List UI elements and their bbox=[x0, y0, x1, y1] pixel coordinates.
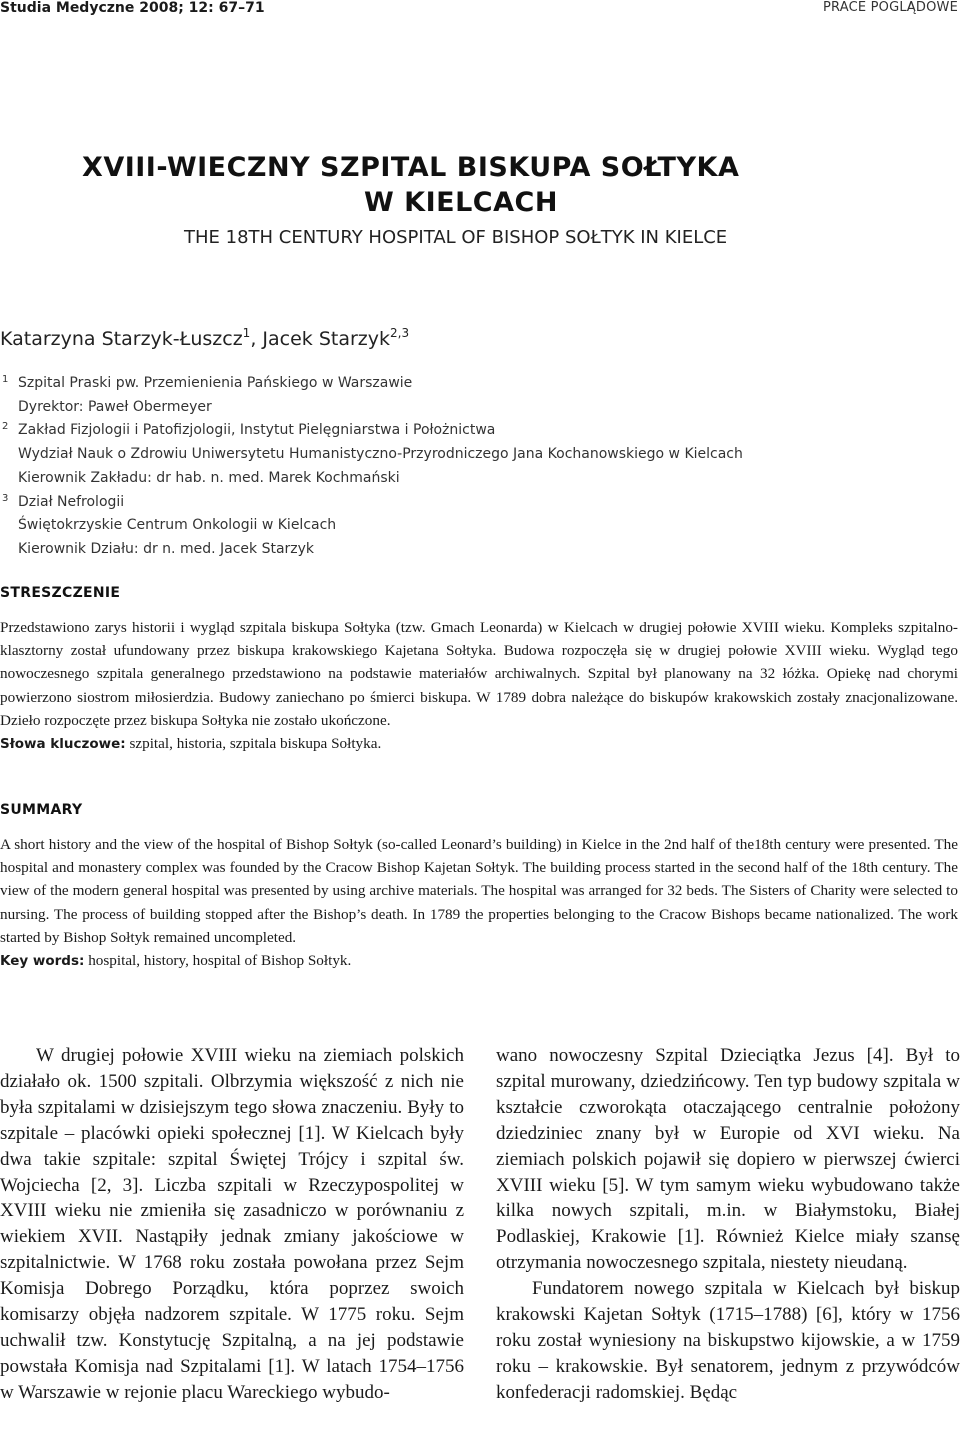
body-column-right bbox=[496, 1043, 960, 1406]
affiliation-number: 2 bbox=[2, 421, 9, 433]
title-line-2: W KIELCACH bbox=[364, 187, 558, 218]
article-category: PRACE POGLĄDOWE bbox=[822, 0, 958, 15]
affiliation-text: Dyrektor: Paweł Obermeyer bbox=[18, 398, 212, 415]
affiliations bbox=[0, 372, 743, 562]
authors-line bbox=[0, 326, 409, 350]
affiliation-number: 3 bbox=[2, 492, 9, 504]
body-paragraph: wano nowoczesny Szpital Dzieciątka Jezus [4]. Był to szpital murowany, dziedzińcowy. Ten typ budowy szpitala w kształcie czworokąta otaczającego centralnie położony dziedziniec znany był w Europie od XVI wieku. Na ziemiach polskich pojawił się dopiero w pierwszej ćwierci XVIII wieku [5]. W tym samym wieku wybudowano także kilka nowych szpitali, m.in. w Białymstoku, Białej Podlaskiej, Krakowie [1]. Również Kielce miały szansę otrzymania nowoczesnego szpitala, niestety nieudaną. bbox=[496, 1045, 960, 1274]
affiliation-line bbox=[0, 491, 743, 515]
affiliation-text: Wydział Nauk o Zdrowiu Uniwersytetu Humanistyczno-Przyrodniczego Jana Kochanowskiego w Kielcach bbox=[18, 446, 743, 463]
keywords-label: Key words: bbox=[0, 953, 85, 970]
author-2-affil: 2,3 bbox=[390, 326, 410, 340]
body-paragraph: Fundatorem nowego szpitala w Kielcach był biskup krakowski Kajetan Sołtyk (1715–1788) [6], który w 1756 roku został wyniesiony na biskupstwo kijowskie, a w 1759 roku – krakowskie. Był senatorem, jednym z przywódców konfederacji radomskiej. Będąc bbox=[496, 1278, 960, 1403]
english-title: THE 18TH CENTURY HOSPITAL OF BISHOP SOŁTYK IN KIELCE bbox=[184, 227, 728, 248]
keywords-label: Słowa kluczowe: bbox=[0, 736, 126, 753]
keywords-text: hospital, history, hospital of Bishop Sołtyk. bbox=[84, 952, 352, 970]
body-column-left bbox=[0, 1043, 464, 1406]
affiliation-text: Dział Nefrologii bbox=[18, 493, 125, 510]
affiliation-line bbox=[0, 538, 743, 562]
affiliation-line bbox=[0, 372, 743, 396]
affiliation-text: Szpital Praski pw. Przemienienia Pańskiego w Warszawie bbox=[18, 375, 413, 391]
author-separator: , bbox=[250, 328, 263, 350]
title-line-1: XVIII-WIECZNY SZPITAL BISKUPA SOŁTYKA bbox=[82, 152, 740, 183]
affiliation-line bbox=[0, 419, 743, 443]
author-1: Katarzyna Starzyk-Łuszcz bbox=[0, 328, 243, 350]
affiliation-text: Kierownik Działu: dr n. med. Jacek Starzyk bbox=[18, 540, 315, 557]
affiliation-line bbox=[0, 514, 743, 538]
keywords-text: szpital, historia, szpitala biskupa Sołtyka. bbox=[125, 735, 382, 753]
author-2: Jacek Starzyk bbox=[262, 328, 391, 350]
streszczenie-keywords bbox=[0, 732, 958, 756]
summary-abstract bbox=[0, 833, 958, 973]
summary-body: A short history and the view of the hospital of Bishop Sołtyk (so-called Leonard’s building) in Kielce in the 2nd half of the18th century were presented. The hospital and monastery complex was founded by the Cracow Bishop Kajetan Sołtyk. The building process started in the second half of the 18th century. The view of the modern general hospital was presented by using archive materials. The hospital was arranged for 32 beds. The Sisters of Charity were selected to nursing. The process of building stopped after the Bishop’s death. In 1789 the properties belonging to the Cracow Bishops became nationalized. The work started by Bishop Sołtyk remained uncompleted. bbox=[0, 836, 958, 946]
body-paragraph: W drugiej połowie XVIII wieku na ziemiach polskich działało ok. 1500 szpitali. Olbrzymia większość z nich nie była szpitalami w dzisiejszym tego słowa znaczeniu. Były to szpitale – placówki opieki społecznej [1]. W Kielcach były dwa takie szpitale: szpital Świętej Trójcy i szpital św. Wojciecha [2, 3]. Liczba szpitali w Rzeczypospolitej w XVIII wieku nie zmieniła się zasadniczo w porównaniu z wiekiem XVII. Nastąpiły jednak zmiany jakościowe w szpitalnictwie. W 1768 roku została powołana przez Sejm Komisja Dobrego Porządku, która poprzez swoich komisarzy objęła nadzorem szpitale. W 1775 roku. Sejm uchwalił tzw. Konstytucję Szpitalną, a na jej podstawie powstała Komisja nad Szpitalami [1]. W latach 1754–1756 w Warszawie w rejonie placu Wareckiego wybudo- bbox=[0, 1045, 464, 1403]
affiliation-text: Kierownik Zakładu: dr hab. n. med. Marek Kochmański bbox=[18, 469, 400, 486]
streszczenie-body: Przedstawiono zarys historii i wygląd szpitala biskupa Sołtyka (tzw. Gmach Leonarda) w Kielcach w drugiej połowie XVIII wieku. Kompleks szpitalno-klasztorny został ufundowany przez biskupa krakowskiego Kajetana Sołtyka. Budowa rozpoczęła się w drugiej połowie XVIII wieku. Wygląd tego nowoczesnego szpitala generalnego przedstawiono na podstawie materiałów archiwalnych. Szpital był planowany na 32 łóżka. Opiekę nad chorymi powierzono siostrom miłosierdzia. Budowy zaniechano po śmierci biskupa. W 1789 dobra należące do biskupów krakowskich zostały znacjonalizowane. Dzieło rozpoczęte przez biskupa Sołtyka nie zostało ukończone. bbox=[0, 619, 958, 729]
streszczenie-abstract bbox=[0, 616, 958, 756]
affiliation-line bbox=[0, 396, 743, 420]
affiliation-text: Świętokrzyskie Centrum Onkologii w Kielcach bbox=[18, 517, 337, 534]
affiliation-number: 1 bbox=[2, 374, 9, 385]
author-1-affil: 1 bbox=[242, 326, 251, 340]
summary-heading: SUMMARY bbox=[0, 802, 83, 818]
streszczenie-heading: STRESZCZENIE bbox=[0, 585, 121, 601]
affiliation-text: Zakład Fizjologii i Patofizjologii, Instytut Pielęgniarstwa i Położnictwa bbox=[18, 422, 496, 439]
summary-keywords bbox=[0, 949, 958, 973]
affiliation-line bbox=[0, 467, 743, 491]
article-title bbox=[82, 150, 882, 220]
journal-citation: Studia Medyczne 2008; 12: 67–71 bbox=[0, 0, 265, 16]
affiliation-line bbox=[0, 443, 743, 467]
